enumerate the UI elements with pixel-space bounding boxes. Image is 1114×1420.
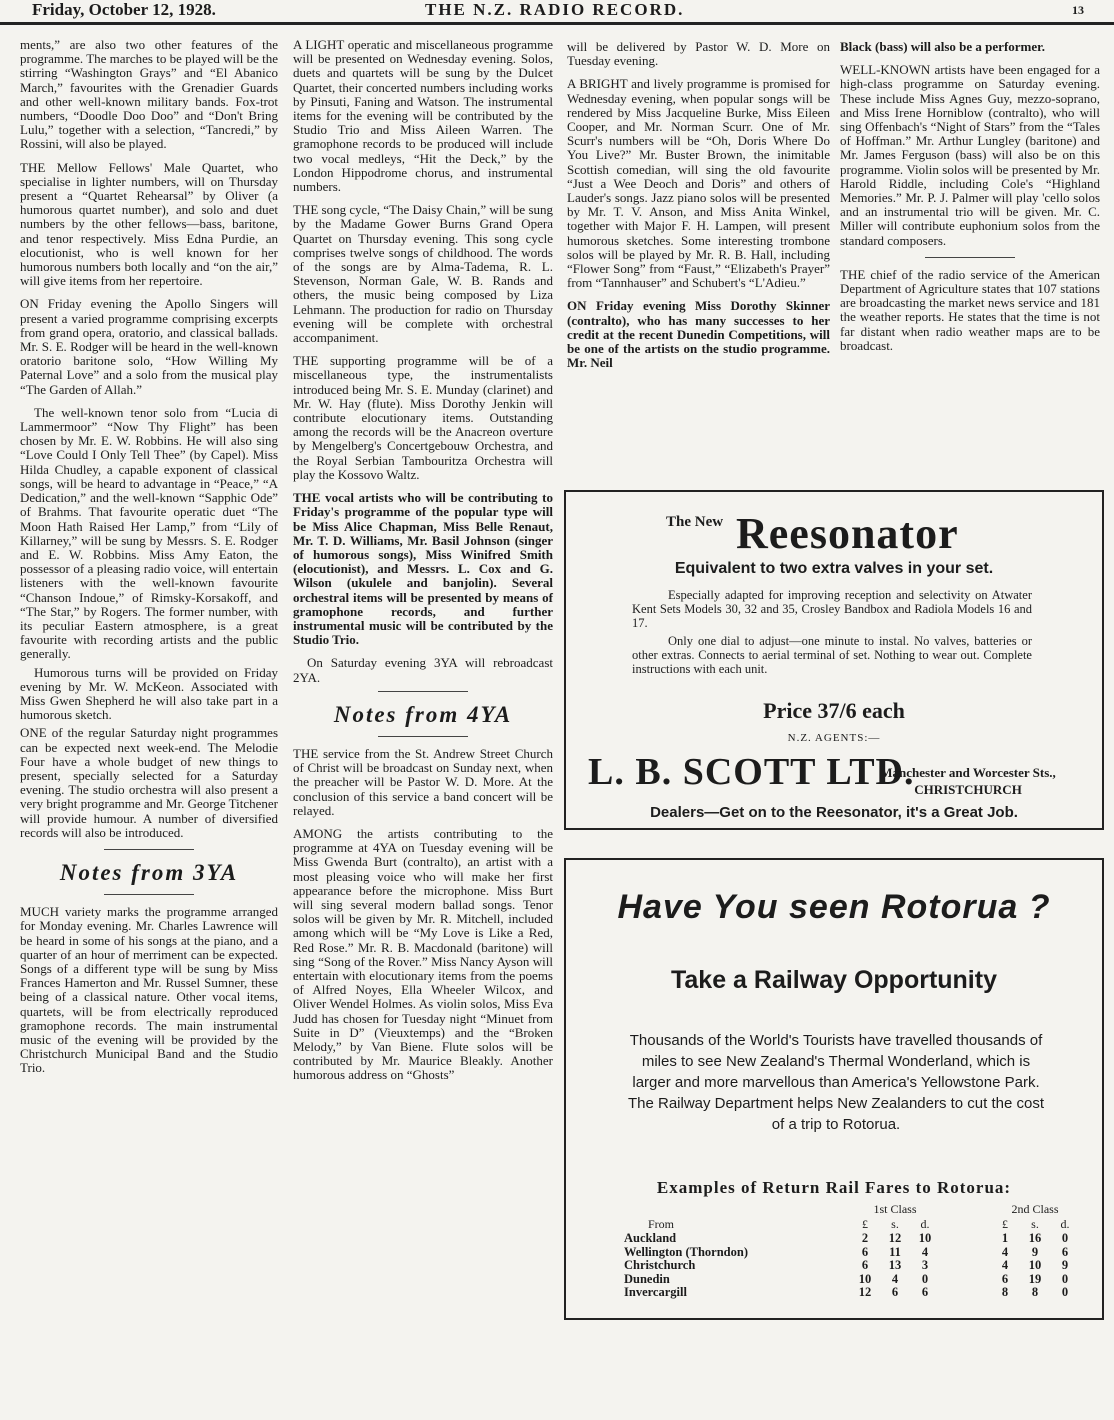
- fare-value: 4: [891, 1271, 899, 1286]
- fares-table: [618, 1202, 1080, 1300]
- fares-title: Examples of Return Rail Fares to Rotorua:: [656, 1178, 1012, 1197]
- section-heading-4ya: Notes from 4YA: [333, 701, 513, 727]
- article-paragraph: AMONG the artists contributing to the programme at 4YA on Tuesday evening will be Miss Gwenda Burt (contralto), an artist with a most pleasing voice who will make her first appearance before the microphone. Miss Burt will sing several modern ballad songs. Tenor solos will be given by Mr. R. Mitchell, included among which will be “My Love is Like a Red, Red Rose.” Mr. R. B. Macdonald (baritone) will sing “Song of the Rover.” Miss Nancy Ayson will entertain with elocutionary items from the poems of Alfred Noyes, Ella Wheeler Wilcox, and Oliver Wendel Holmes. As violin solos, Miss Eva Judd has chosen for Tuesday night “Minuet from Suite in D” (Vieuxtemps) and the “Broken Melody,” by Van Biene. Flute solos will be contributed by Mr. Maurice Bleakly. Another humorous address on “Ghosts”: [293, 825, 553, 1083]
- ad-agents-label: N.Z. AGENTS:—: [787, 732, 881, 744]
- ad-price: Price 37/6 each: [763, 698, 905, 723]
- ad-address-line: Manchester and Worcester Sts.,: [880, 765, 1056, 780]
- ad-tagline: Equivalent to two extra valves in your set.: [674, 560, 994, 577]
- fares-class-header: [618, 1202, 1080, 1217]
- fare-value: 0: [1061, 1231, 1069, 1245]
- article-paragraph: THE Mellow Fellows' Male Quartet, who specialise in lighter numbers, will on Thursday present a “Quartet Rehearsal” by Oliver (a humorous quartet number), and solo and duet numbers by the other fellows—bass, baritone, and tenor respectively. Miss Edna Purdie, an elocutionist, who is well known for her humorous numbers both locally and “on the air,” will give items from her repertoire.: [20, 159, 278, 289]
- article-paragraph: MUCH variety marks the programme arranged for Monday evening. Mr. Charles Lawrence will be heard in some of his songs at the piano, and a quarter of an hour of merriment can be expected. Songs of a different type will be sung by Miss Frances Hamerton and Mr. Russel Sumner, these being of a classical nature. Other vocal items, quartets, will be from electrically reproduced gramophone records. The main instrumental music of the evening will be provided by the Christchurch Municipal Band and the Studio Trio.: [20, 904, 278, 1076]
- article-paragraph: Humorous turns will be provided on Friday evening by Mr. W. McKeon. Associated with Miss Gwen Shepherd he will also take part in a humorous sketch.: [20, 664, 278, 723]
- unit-pence: d.: [920, 1217, 930, 1231]
- fare-city: Wellington (Thorndon): [624, 1244, 748, 1259]
- issue-date: Friday, October 12, 1928.: [32, 0, 216, 19]
- article-paragraph-bold: Black (bass) will also be a performer.: [840, 39, 1045, 54]
- gap: [940, 1273, 990, 1287]
- article-paragraph: THE chief of the radio service of the American Department of Agriculture states that 107 stations are broadcasting the market news service and 181 the weather reports. He states that the time is not far distant when radio weather maps are to be broadcast.: [840, 266, 1100, 353]
- fare-city: Auckland: [624, 1231, 677, 1245]
- class2-header: 2nd Class: [1011, 1202, 1059, 1216]
- ad-desc-paragraph: Especially adapted for improving reception and selectivity on Atwater Kent Sets Models 30, 32 and 35, Crosley Bandbox and Radiola Models 16 and 17.: [632, 588, 1032, 630]
- article-paragraph-bold: ON Friday evening Miss Dorothy Skinner (contralto), who has many successes to her credit at the recent Dunedin Competitions, will be one of the artists on the studio programme. Mr. Neil: [567, 298, 830, 371]
- table-row: [618, 1259, 1080, 1273]
- fare-value: 0: [921, 1271, 929, 1286]
- fare-value: 0: [1061, 1285, 1069, 1299]
- article-paragraph: ON Friday evening the Apollo Singers will present a varied programme comprising excerpts from grand opera, oratorio, and classical ballads. Mr. S. E. Rodger will be heard in the well-known oratorio baritone solo, “How Willing My Paternal Love” and a solo from the musical play “The Garden of Allah.”: [20, 296, 278, 397]
- reesonator-advertisement: [564, 490, 1104, 830]
- fare-value: 6: [1001, 1271, 1009, 1286]
- page-number: 13: [1072, 3, 1084, 17]
- fare-value: 10: [1028, 1258, 1042, 1272]
- table-row: [618, 1232, 1080, 1246]
- fare-value: 13: [888, 1258, 902, 1272]
- column-1: [20, 38, 278, 1085]
- article-paragraph: A BRIGHT and lively programme is promised for Wednesday evening, when popular songs will be rendered by Miss Jacqueline Burke, Miss Eileen Cooper, and Mr. Norman Scurr. One of Mr. Scurr's numbers will be “Oh, Doris Where Do You Live?” Mr. Buster Brown, the inimitable Scottish comedian, will sing the old favourite “Just a Wee Deoch and Doris” and others of Lauder's songs. Jazz piano solos will be presented by Mr. T. V. Anson, and Miss Anita Winkel, together with Major F. H. Lampen, will present humorous sketches. Some interesting trombone solos will be played by Mr. R. B. Hall, including “Flower Song” from “Faust,” “Elizabeth's Prayer” from “Tannhauser” and Schubert's “L'Adieu.”: [567, 76, 830, 291]
- fare-value: 1: [1001, 1231, 1009, 1245]
- column-4: [840, 40, 1100, 362]
- empty-header: [940, 1217, 990, 1232]
- paper-title: THE N.Z. RADIO RECORD.: [425, 0, 685, 19]
- fare-value: 9: [1061, 1258, 1069, 1272]
- article-paragraph: A LIGHT operatic and miscellaneous programme will be presented on Wednesday evening. Solos, duets and quartets will be sung by the Dulcet Quartet, their concerted numbers including works by Pinsuti, Faning and Watson. The instrumental items for the evening will be contributed by the Studio Trio and Miss Aileen Warren. The gramophone records to be produced will include two vocal medleys, “Hit the Deck,” by the London Hippodrome chorus, and instrumental numbers.: [293, 37, 553, 195]
- divider: [378, 691, 468, 692]
- article-paragraph: THE supporting programme will be of a miscellaneous type, the instrumentalists introduced being Mr. S. E. Munday (clarinet) and Mr. W. Hay (flute). Miss Dorothy Jenkin will contribute elocutionary items. Outstanding among the records will be the Anacreon overture by Mengelberg's Concertgebouw Orchestra, and the Royal Serbian Tambouritza Orchestra will play the Kossovo Waltz.: [293, 353, 553, 482]
- section-heading-3ya: Notes from 3YA: [59, 859, 239, 885]
- empty-header: [940, 1202, 990, 1217]
- ad-desc-paragraph: Only one dial to adjust—one minute to instal. No valves, batteries or other extras. Connects to aerial terminal of set. Nothing to wear out. Complete instructions with each unit.: [632, 634, 1032, 676]
- gap: [940, 1232, 990, 1246]
- ad-slogan: Dealers—Get on to the Reesonator, it's a Great Job.: [650, 804, 1018, 821]
- gap: [940, 1259, 990, 1273]
- divider: [104, 849, 194, 850]
- fare-value: 0: [1061, 1271, 1069, 1286]
- fare-value: 12: [858, 1285, 872, 1299]
- from-header: From: [648, 1217, 675, 1231]
- fare-value: 6: [921, 1285, 929, 1299]
- column-3: [567, 40, 830, 379]
- fares-unit-header: [618, 1217, 1080, 1232]
- unit-pence: d.: [1060, 1217, 1070, 1231]
- empty-header: [618, 1202, 850, 1217]
- fare-value: 8: [1031, 1285, 1039, 1299]
- article-paragraph: On Saturday evening 3YA will rebroadcast 2YA.: [293, 655, 553, 685]
- article-paragraph: will be delivered by Pastor W. D. More on Tuesday evening.: [567, 39, 830, 69]
- fare-value: 12: [888, 1231, 902, 1245]
- rotorua-advertisement: [564, 858, 1104, 1320]
- fare-value: 11: [889, 1244, 901, 1259]
- masthead: [0, 0, 1114, 25]
- fare-value: 19: [1028, 1271, 1042, 1286]
- column-2: [293, 38, 553, 1092]
- table-row: [618, 1273, 1080, 1287]
- article-paragraph: ments,” are also two other features of the programme. The marches to be played will be the stirring “Washington Grays” and “El Abanico March,” favourites with the Grenadier Guards and other well-known military bands. Fox-trot numbers, “Doodle Doo Doo” and “Don't Bring Lulu,” together with a selection, “Tancredi,” by Rossini, will also be played.: [20, 37, 278, 152]
- fare-value: 6: [861, 1244, 869, 1259]
- article-paragraph-bold: THE vocal artists who will be contributing to Friday's programme of the popular type will be Miss Alice Chapman, Miss Belle Renaut, Mr. T. D. Williams, Mr. Basil Johnson (singer of humorous songs), Miss Winifred Smith (elocutionist), and Messrs. L. Cox and G. Wilson (ukulele and banjolin). Several orchestral items will be presented by means of gramophone records, and further instrumental music will be contributed by the Studio Trio.: [293, 490, 553, 648]
- fare-value: 6: [891, 1285, 899, 1299]
- fare-value: 10: [918, 1231, 932, 1245]
- ad-description: [632, 588, 1032, 680]
- fare-value: 3: [921, 1258, 929, 1272]
- fare-value: 4: [1001, 1244, 1009, 1259]
- fare-value: 10: [858, 1271, 872, 1286]
- class1-header: 1st Class: [873, 1202, 917, 1216]
- fare-value: 4: [1001, 1258, 1009, 1272]
- article-paragraph: ONE of the regular Saturday night programmes can be expected next week-end. The Melodie Four have a whole budget of new things to present, specially selected for a Saturday evening. The studio orchestra will also present a very bright programme and Mr. George Titchener will provide humour. A number of diversified records will also be introduced.: [20, 725, 278, 840]
- fare-value: 2: [861, 1231, 869, 1245]
- unit-pounds: £: [862, 1217, 868, 1231]
- ad-firm-name: L. B. SCOTT LTD.: [588, 751, 915, 793]
- unit-pounds: £: [1002, 1217, 1008, 1231]
- divider: [925, 257, 1015, 258]
- gap: [940, 1246, 990, 1260]
- ad-headline: Have You seen Rotorua ?: [617, 888, 1051, 926]
- table-row: [618, 1246, 1080, 1260]
- fare-value: 4: [921, 1244, 929, 1259]
- unit-shillings: s.: [1031, 1217, 1039, 1231]
- ad-the-new: The New: [666, 514, 724, 530]
- unit-shillings: s.: [891, 1217, 899, 1231]
- fare-value: 6: [861, 1258, 869, 1272]
- ad-address-line: CHRISTCHURCH: [914, 782, 1022, 797]
- ad-subheadline: Take a Railway Opportunity: [670, 966, 997, 994]
- fare-city: Dunedin: [624, 1271, 670, 1286]
- fare-value: 16: [1028, 1231, 1042, 1245]
- divider: [378, 736, 468, 737]
- table-row: [618, 1286, 1080, 1300]
- fare-value: 9: [1031, 1244, 1039, 1259]
- article-paragraph: THE service from the St. Andrew Street Church of Christ will be broadcast on Sunday next, when the preacher will be Pastor W. D. More. At the conclusion of this service a band concert will be relayed.: [293, 745, 553, 818]
- article-paragraph: WELL-KNOWN artists have been engaged for a high-class programme on Saturday evening. These include Miss Agnes Guy, mezzo-soprano, and Miss Irene Horniblow (contralto), who will sing Offenbach's “Night of Stars” from the “Tales of Hoffman.” Mr. Arthur Lungley (baritone) and Mr. James Ferguson (bass) will also be on this programme. Violin solos will be presented by Mr. Harold Riddle, including Cole's “Highland Memories.” Mr. P. J. Palmer will play 'cello solos and an instrumental trio will be given. Mr. C. Miller will contribute euphonium solos from the standard composers.: [840, 62, 1100, 248]
- fare-city: Christchurch: [624, 1258, 696, 1272]
- article-paragraph: The well-known tenor solo from “Lucia di Lammermoor” “Now Thy Flight” has been chosen by Mr. E. W. Robbins. He will also sing “Love Could I Only Tell Thee” (by Capel). Miss Hilda Chudley, a capable exponent of classical songs, will be heard to advantage in “Peace,” “A Dedication,” and the well-known “Sapphic Ode” of Brahms. That favourite operatic duet “The Moon Hath Raised Her Lamp,” from “Lily of Killarney,” will be sung by Messrs. S. E. Rodger and E. W. Robbins. Miss Amy Eaton, the possessor of a pleasing radio voice, will entertain listeners with the well-known favourite “Chanson Indoue,” of Rimsky-Korsakoff, and “The Star,” by Rogers. The former number, with its peculiar Eastern atmosphere, is a great favourite with recording artists and the public generally.: [20, 404, 278, 662]
- gap: [940, 1286, 990, 1300]
- divider: [104, 894, 194, 895]
- fare-city: Invercargill: [624, 1285, 687, 1299]
- ad-body-text: Thousands of the World's Tourists have travelled thousands of miles to see New Zealand's Thermal Wonderland, which is larger and more marvellous than America's Yellowstone Park. The Railway Department helps New Zealanders to cut the cost of a trip to Rotorua.: [627, 1032, 1045, 1133]
- fare-value: 8: [1001, 1285, 1009, 1299]
- fare-value: 6: [1061, 1244, 1069, 1259]
- article-paragraph: THE song cycle, “The Daisy Chain,” will be sung by the Madame Gower Burns Grand Opera Quartet on Thursday evening. This song cycle comprises twelve songs of childhood. The words of the songs are by Alma-Tadema, R. L. Stevenson, Norman Gale, W. B. Rands and others, the music being composed by Liza Lehmann. The production for radio on Thursday evening will be complete with orchestral accompaniment.: [293, 202, 553, 346]
- ad-address: [848, 764, 1088, 798]
- ad-brand-name: Reesonator: [736, 509, 959, 558]
